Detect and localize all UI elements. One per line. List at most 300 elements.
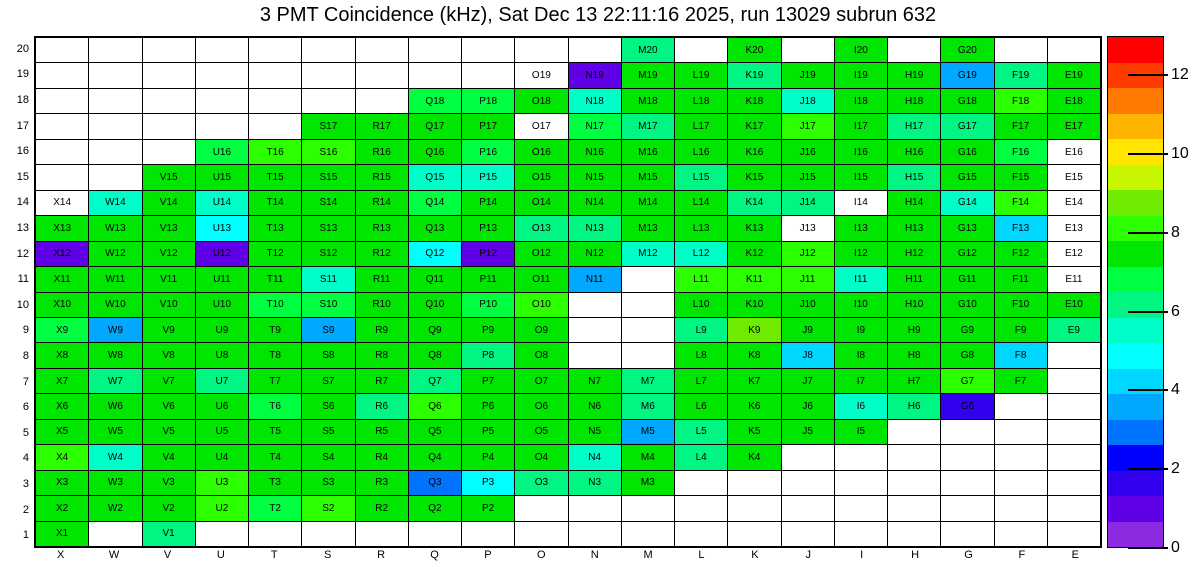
heatmap-cell-L9: L9 <box>675 318 727 342</box>
heatmap-cell-P7: P7 <box>462 369 514 393</box>
colorbar-tick-label-2: 2 <box>1171 460 1180 478</box>
heatmap-cell-G18: G18 <box>941 89 993 113</box>
heatmap-cell-T17 <box>249 114 301 138</box>
heatmap-cell-W3: W3 <box>89 471 141 495</box>
heatmap-cell-I12: I12 <box>835 242 887 266</box>
heatmap-cell-Q13: Q13 <box>409 216 461 240</box>
heatmap-cell-H7: H7 <box>888 369 940 393</box>
y-axis-label-1: 1 <box>22 529 29 542</box>
heatmap-cell-U1 <box>196 522 248 546</box>
y-axis-label-4: 4 <box>22 452 29 465</box>
heatmap-cell-V18 <box>143 89 195 113</box>
heatmap-cell-W10: W10 <box>89 293 141 317</box>
heatmap-cell-N10 <box>569 293 621 317</box>
heatmap-cell-W12: W12 <box>89 242 141 266</box>
heatmap-cell-V17 <box>143 114 195 138</box>
heatmap-cell-E11: E11 <box>1048 267 1100 291</box>
heatmap-cell-U4: U4 <box>196 445 248 469</box>
y-axis-label-5: 5 <box>22 426 29 439</box>
heatmap-cell-W1 <box>89 522 141 546</box>
heatmap-cell-J8: J8 <box>782 343 834 367</box>
heatmap-cell-L8: L8 <box>675 343 727 367</box>
heatmap-cell-E8 <box>1048 343 1100 367</box>
heatmap-cell-U17 <box>196 114 248 138</box>
heatmap-cell-T12: T12 <box>249 242 301 266</box>
heatmap-cell-I11: I11 <box>835 267 887 291</box>
heatmap-cell-N1 <box>569 522 621 546</box>
heatmap-cell-J2 <box>782 496 834 520</box>
x-axis-label-U: U <box>216 549 225 561</box>
heatmap-cell-F8: F8 <box>995 343 1047 367</box>
heatmap-cell-S13: S13 <box>302 216 354 240</box>
heatmap-cell-K9: K9 <box>728 318 780 342</box>
heatmap-cell-X6: X6 <box>36 394 88 418</box>
heatmap-cell-O13: O13 <box>515 216 567 240</box>
heatmap-cell-U19 <box>196 63 248 87</box>
heatmap-cell-W11: W11 <box>89 267 141 291</box>
colorbar-band-5 <box>1108 394 1163 420</box>
heatmap-cell-S2: S2 <box>302 496 354 520</box>
heatmap-cell-E1 <box>1048 522 1100 546</box>
heatmap-cell-X5: X5 <box>36 420 88 444</box>
heatmap-cell-O2 <box>515 496 567 520</box>
y-axis-label-16: 16 <box>16 145 29 158</box>
heatmap-cell-G6: G6 <box>941 394 993 418</box>
heatmap-cell-E4 <box>1048 445 1100 469</box>
heatmap-cell-R8: R8 <box>356 343 408 367</box>
heatmap-cell-F4 <box>995 445 1047 469</box>
heatmap-cell-U20 <box>196 38 248 62</box>
heatmap-cell-I2 <box>835 496 887 520</box>
heatmap-cell-Q6: Q6 <box>409 394 461 418</box>
heatmap-cell-X14: X14 <box>36 191 88 215</box>
heatmap-cell-R7: R7 <box>356 369 408 393</box>
colorbar-band-2 <box>1108 471 1163 497</box>
heatmap-cell-H10: H10 <box>888 293 940 317</box>
heatmap-cell-H15: H15 <box>888 165 940 189</box>
heatmap-cell-Q3: Q3 <box>409 471 461 495</box>
heatmap-cell-K4: K4 <box>728 445 780 469</box>
heatmap-cell-J15: J15 <box>782 165 834 189</box>
heatmap-cell-E10: E10 <box>1048 293 1100 317</box>
heatmap-cell-R17: R17 <box>356 114 408 138</box>
heatmap-cell-F13: F13 <box>995 216 1047 240</box>
heatmap-cell-X19 <box>36 63 88 87</box>
heatmap-cell-I20: I20 <box>835 38 887 62</box>
heatmap-cell-U7: U7 <box>196 369 248 393</box>
colorbar-tick-label-12: 12 <box>1171 66 1189 84</box>
heatmap-cell-F3 <box>995 471 1047 495</box>
heatmap-cell-S18 <box>302 89 354 113</box>
heatmap-cell-U2: U2 <box>196 496 248 520</box>
heatmap-cell-O5: O5 <box>515 420 567 444</box>
heatmap-cell-H6: H6 <box>888 394 940 418</box>
heatmap-cell-N12: N12 <box>569 242 621 266</box>
y-axis-label-20: 20 <box>16 42 29 55</box>
heatmap-cell-L15: L15 <box>675 165 727 189</box>
heatmap-cell-J19: J19 <box>782 63 834 87</box>
heatmap-cell-F5 <box>995 420 1047 444</box>
heatmap-cell-S9: S9 <box>302 318 354 342</box>
heatmap-cell-W18 <box>89 89 141 113</box>
y-axis-label-17: 17 <box>16 119 29 132</box>
colorbar-tick-label-10: 10 <box>1171 145 1189 163</box>
heatmap-cell-O14: O14 <box>515 191 567 215</box>
heatmap-cell-T20 <box>249 38 301 62</box>
heatmap-cell-V1: V1 <box>143 522 195 546</box>
heatmap-cell-J12: J12 <box>782 242 834 266</box>
heatmap-cell-U5: U5 <box>196 420 248 444</box>
heatmap-cell-Q10: Q10 <box>409 293 461 317</box>
heatmap-cell-M11 <box>622 267 674 291</box>
heatmap-cell-I14: I14 <box>835 191 887 215</box>
heatmap-cell-W17 <box>89 114 141 138</box>
heatmap-cell-L1 <box>675 522 727 546</box>
colorbar-tick-2 <box>1128 468 1168 470</box>
colorbar-band-8 <box>1108 318 1163 344</box>
heatmap-cell-L14: L14 <box>675 191 727 215</box>
heatmap-plot-area <box>34 36 1102 548</box>
heatmap-cell-J11: J11 <box>782 267 834 291</box>
colorbar-band-0 <box>1108 522 1163 548</box>
heatmap-cell-L20 <box>675 38 727 62</box>
heatmap-cell-G14: G14 <box>941 191 993 215</box>
heatmap-cell-K13: K13 <box>728 216 780 240</box>
heatmap-cell-R2: R2 <box>356 496 408 520</box>
heatmap-cell-P2: P2 <box>462 496 514 520</box>
heatmap-cell-K8: K8 <box>728 343 780 367</box>
heatmap-cell-H3 <box>888 471 940 495</box>
x-axis-label-H: H <box>911 549 920 561</box>
heatmap-cell-Q1 <box>409 522 461 546</box>
heatmap-cell-O10: O10 <box>515 293 567 317</box>
heatmap-cell-V20 <box>143 38 195 62</box>
heatmap-cell-V12: V12 <box>143 242 195 266</box>
heatmap-cell-E20 <box>1048 38 1100 62</box>
heatmap-cell-O4: O4 <box>515 445 567 469</box>
heatmap-cell-Q9: Q9 <box>409 318 461 342</box>
heatmap-cell-R19 <box>356 63 408 87</box>
heatmap-cell-L17: L17 <box>675 114 727 138</box>
heatmap-cell-R5: R5 <box>356 420 408 444</box>
colorbar-band-3 <box>1108 445 1163 471</box>
heatmap-cell-N7: N7 <box>569 369 621 393</box>
x-axis-label-T: T <box>270 549 278 561</box>
heatmap-cell-R20 <box>356 38 408 62</box>
heatmap-cell-H12: H12 <box>888 242 940 266</box>
heatmap-cell-N3: N3 <box>569 471 621 495</box>
heatmap-cell-S5: S5 <box>302 420 354 444</box>
heatmap-cell-K20: K20 <box>728 38 780 62</box>
heatmap-cell-L7: L7 <box>675 369 727 393</box>
heatmap-cell-V11: V11 <box>143 267 195 291</box>
heatmap-cell-W7: W7 <box>89 369 141 393</box>
colorbar-band-7 <box>1108 343 1163 369</box>
heatmap-cell-L3 <box>675 471 727 495</box>
heatmap-cell-F18: F18 <box>995 89 1047 113</box>
y-axis-label-14: 14 <box>16 196 29 209</box>
heatmap-cell-L2 <box>675 496 727 520</box>
heatmap-cell-K17: K17 <box>728 114 780 138</box>
heatmap-cell-I4 <box>835 445 887 469</box>
heatmap-cell-X7: X7 <box>36 369 88 393</box>
heatmap-cell-K12: K12 <box>728 242 780 266</box>
colorbar-band-9 <box>1108 292 1163 318</box>
heatmap-cell-P15: P15 <box>462 165 514 189</box>
heatmap-cell-L19: L19 <box>675 63 727 87</box>
heatmap-cell-M5: M5 <box>622 420 674 444</box>
heatmap-cell-O20 <box>515 38 567 62</box>
heatmap-cell-S3: S3 <box>302 471 354 495</box>
heatmap-cell-W4: W4 <box>89 445 141 469</box>
heatmap-cell-V7: V7 <box>143 369 195 393</box>
x-axis-label-E: E <box>1071 549 1079 561</box>
heatmap-cell-G13: G13 <box>941 216 993 240</box>
heatmap-cell-K3 <box>728 471 780 495</box>
heatmap-cell-H2 <box>888 496 940 520</box>
heatmap-cell-V8: V8 <box>143 343 195 367</box>
heatmap-cell-G15: G15 <box>941 165 993 189</box>
heatmap-cell-S16: S16 <box>302 140 354 164</box>
heatmap-cell-W9: W9 <box>89 318 141 342</box>
heatmap-cell-H5 <box>888 420 940 444</box>
heatmap-cell-S19 <box>302 63 354 87</box>
heatmap-cell-T9: T9 <box>249 318 301 342</box>
heatmap-cell-J20 <box>782 38 834 62</box>
heatmap-cell-G19: G19 <box>941 63 993 87</box>
heatmap-cell-E18: E18 <box>1048 89 1100 113</box>
heatmap-cell-V6: V6 <box>143 394 195 418</box>
colorbar-band-1 <box>1108 496 1163 522</box>
heatmap-cell-T3: T3 <box>249 471 301 495</box>
heatmap-cell-O19: O19 <box>515 63 567 87</box>
x-axis-label-O: O <box>537 549 546 561</box>
heatmap-cell-Q19 <box>409 63 461 87</box>
heatmap-cell-U12: U12 <box>196 242 248 266</box>
heatmap-cell-T8: T8 <box>249 343 301 367</box>
heatmap-cell-K19: K19 <box>728 63 780 87</box>
heatmap-cell-W5: W5 <box>89 420 141 444</box>
y-axis-label-3: 3 <box>22 477 29 490</box>
heatmap-cell-Q11: Q11 <box>409 267 461 291</box>
heatmap-cell-W8: W8 <box>89 343 141 367</box>
heatmap-cell-G7: G7 <box>941 369 993 393</box>
heatmap-cell-H8: H8 <box>888 343 940 367</box>
heatmap-cell-F17: F17 <box>995 114 1047 138</box>
heatmap-cell-O12: O12 <box>515 242 567 266</box>
heatmap-cell-J17: J17 <box>782 114 834 138</box>
heatmap-cell-I19: I19 <box>835 63 887 87</box>
heatmap-cell-N20 <box>569 38 621 62</box>
heatmap-cell-T19 <box>249 63 301 87</box>
heatmap-cell-M8 <box>622 343 674 367</box>
x-axis-label-K: K <box>751 549 759 561</box>
heatmap-cell-T6: T6 <box>249 394 301 418</box>
x-axis-label-F: F <box>1018 549 1026 561</box>
heatmap-cell-H1 <box>888 522 940 546</box>
heatmap-cell-U18 <box>196 89 248 113</box>
heatmap-cell-F15: F15 <box>995 165 1047 189</box>
heatmap-cell-J9: J9 <box>782 318 834 342</box>
heatmap-cell-H17: H17 <box>888 114 940 138</box>
heatmap-cell-R13: R13 <box>356 216 408 240</box>
heatmap-cell-S12: S12 <box>302 242 354 266</box>
heatmap-cell-P19 <box>462 63 514 87</box>
heatmap-cell-Q7: Q7 <box>409 369 461 393</box>
heatmap-cell-M15: M15 <box>622 165 674 189</box>
y-axis-label-10: 10 <box>16 298 29 311</box>
heatmap-cell-S4: S4 <box>302 445 354 469</box>
heatmap-cell-O1 <box>515 522 567 546</box>
colorbar-band-19 <box>1108 37 1163 63</box>
heatmap-cell-R10: R10 <box>356 293 408 317</box>
colorbar-tick-4 <box>1128 389 1168 391</box>
heatmap-cell-N14: N14 <box>569 191 621 215</box>
colorbar-tick-6 <box>1128 311 1168 313</box>
heatmap-cell-G9: G9 <box>941 318 993 342</box>
heatmap-cell-E6 <box>1048 394 1100 418</box>
heatmap-cell-T2: T2 <box>249 496 301 520</box>
heatmap-cell-K2 <box>728 496 780 520</box>
heatmap-cell-K14: K14 <box>728 191 780 215</box>
heatmap-cell-I17: I17 <box>835 114 887 138</box>
x-axis-label-Q: Q <box>430 549 439 561</box>
heatmap-cell-Q4: Q4 <box>409 445 461 469</box>
heatmap-cell-K16: K16 <box>728 140 780 164</box>
heatmap-cell-I10: I10 <box>835 293 887 317</box>
heatmap-cell-V9: V9 <box>143 318 195 342</box>
heatmap-cell-X13: X13 <box>36 216 88 240</box>
heatmap-cell-F20 <box>995 38 1047 62</box>
heatmap-cell-S15: S15 <box>302 165 354 189</box>
heatmap-cell-P18: P18 <box>462 89 514 113</box>
heatmap-cell-Q5: Q5 <box>409 420 461 444</box>
heatmap-cell-F2 <box>995 496 1047 520</box>
heatmap-cell-U3: U3 <box>196 471 248 495</box>
heatmap-cell-I6: I6 <box>835 394 887 418</box>
heatmap-cell-L4: L4 <box>675 445 727 469</box>
heatmap-cell-H16: H16 <box>888 140 940 164</box>
heatmap-cell-M19: M19 <box>622 63 674 87</box>
heatmap-cell-N13: N13 <box>569 216 621 240</box>
colorbar-band-4 <box>1108 420 1163 446</box>
heatmap-cell-X9: X9 <box>36 318 88 342</box>
heatmap-cell-G5 <box>941 420 993 444</box>
heatmap-cell-L16: L16 <box>675 140 727 164</box>
heatmap-cell-W20 <box>89 38 141 62</box>
heatmap-cell-E16: E16 <box>1048 140 1100 164</box>
heatmap-cell-N19: N19 <box>569 63 621 87</box>
heatmap-cell-E5 <box>1048 420 1100 444</box>
heatmap-cell-J5: J5 <box>782 420 834 444</box>
heatmap-cell-I9: I9 <box>835 318 887 342</box>
colorbar-band-17 <box>1108 88 1163 114</box>
heatmap-cell-L6: L6 <box>675 394 727 418</box>
heatmap-cell-K11: K11 <box>728 267 780 291</box>
x-axis-label-M: M <box>643 549 653 561</box>
heatmap-cell-K1 <box>728 522 780 546</box>
x-axis-label-P: P <box>484 549 492 561</box>
heatmap-cell-U8: U8 <box>196 343 248 367</box>
heatmap-cell-E3 <box>1048 471 1100 495</box>
chart-title: 3 PMT Coincidence (kHz), Sat Dec 13 22:11:16 2025, run 13029 subrun 632 <box>259 4 937 26</box>
heatmap-cell-P16: P16 <box>462 140 514 164</box>
heatmap-cell-O8: O8 <box>515 343 567 367</box>
heatmap-cell-Q15: Q15 <box>409 165 461 189</box>
heatmap-cell-K15: K15 <box>728 165 780 189</box>
heatmap-cell-J7: J7 <box>782 369 834 393</box>
heatmap-cell-M17: M17 <box>622 114 674 138</box>
heatmap-cell-T16: T16 <box>249 140 301 164</box>
heatmap-cell-N5: N5 <box>569 420 621 444</box>
y-axis-label-6: 6 <box>22 401 29 414</box>
heatmap-cell-G1 <box>941 522 993 546</box>
heatmap-cell-G2 <box>941 496 993 520</box>
heatmap-cell-X3: X3 <box>36 471 88 495</box>
heatmap-cell-U15: U15 <box>196 165 248 189</box>
heatmap-cell-V10: V10 <box>143 293 195 317</box>
heatmap-cell-E13: E13 <box>1048 216 1100 240</box>
heatmap-cell-Q14: Q14 <box>409 191 461 215</box>
x-axis-label-V: V <box>163 549 172 561</box>
colorbar-tick-10 <box>1128 153 1168 155</box>
heatmap-cell-S20 <box>302 38 354 62</box>
heatmap-cell-P8: P8 <box>462 343 514 367</box>
heatmap-cell-F7: F7 <box>995 369 1047 393</box>
heatmap-cell-T4: T4 <box>249 445 301 469</box>
heatmap-cell-P11: P11 <box>462 267 514 291</box>
heatmap-cell-N2 <box>569 496 621 520</box>
x-axis-label-S: S <box>324 549 332 561</box>
colorbar-band-15 <box>1108 139 1163 165</box>
heatmap-cell-V14: V14 <box>143 191 195 215</box>
heatmap-cell-M12: M12 <box>622 242 674 266</box>
heatmap-cell-R11: R11 <box>356 267 408 291</box>
heatmap-cell-G16: G16 <box>941 140 993 164</box>
heatmap-cell-N8 <box>569 343 621 367</box>
heatmap-cell-X12: X12 <box>36 242 88 266</box>
heatmap-cell-Q16: Q16 <box>409 140 461 164</box>
heatmap-cell-M1 <box>622 522 674 546</box>
colorbar-tick-label-6: 6 <box>1171 302 1180 320</box>
colorbar-band-11 <box>1108 241 1163 267</box>
heatmap-cell-M3: M3 <box>622 471 674 495</box>
heatmap-cell-I5: I5 <box>835 420 887 444</box>
heatmap-cell-V13: V13 <box>143 216 195 240</box>
heatmap-cell-E15: E15 <box>1048 165 1100 189</box>
colorbar-band-12 <box>1108 216 1163 242</box>
heatmap-cell-V19 <box>143 63 195 87</box>
heatmap-cell-M4: M4 <box>622 445 674 469</box>
heatmap-cell-X4: X4 <box>36 445 88 469</box>
x-axis-label-W: W <box>108 549 120 561</box>
heatmap-cell-O9: O9 <box>515 318 567 342</box>
heatmap-cell-V16 <box>143 140 195 164</box>
heatmap-cell-K6: K6 <box>728 394 780 418</box>
heatmap-cell-K10: K10 <box>728 293 780 317</box>
heatmap-cell-J16: J16 <box>782 140 834 164</box>
heatmap-cell-Q18: Q18 <box>409 89 461 113</box>
colorbar-tick-label-0: 0 <box>1171 539 1180 556</box>
heatmap-cell-S17: S17 <box>302 114 354 138</box>
x-axis-label-L: L <box>698 549 705 561</box>
x-axis-label-I: I <box>860 549 864 561</box>
heatmap-cell-P12: P12 <box>462 242 514 266</box>
heatmap-cell-L5: L5 <box>675 420 727 444</box>
heatmap-cell-M14: M14 <box>622 191 674 215</box>
heatmap-cell-N15: N15 <box>569 165 621 189</box>
heatmap-cell-U14: U14 <box>196 191 248 215</box>
